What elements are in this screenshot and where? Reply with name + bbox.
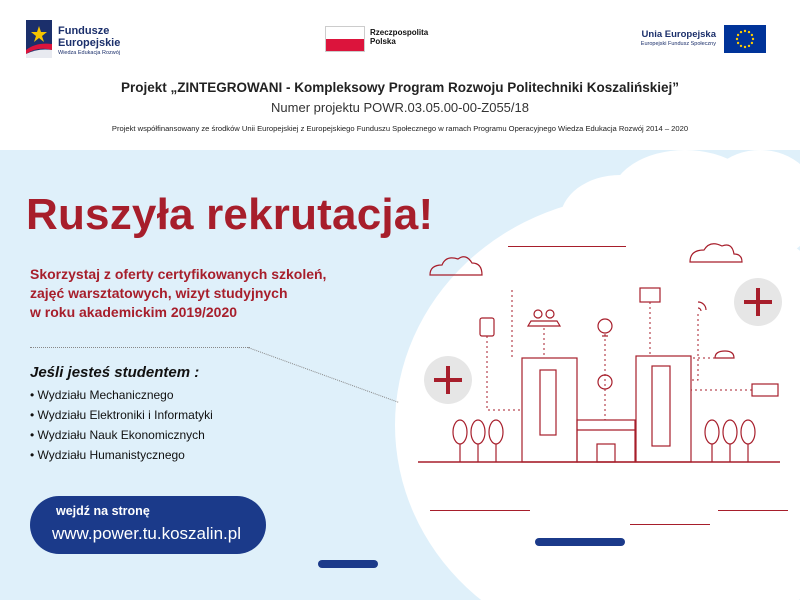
eu-flag-icon [724, 25, 766, 53]
offer-line: w roku akademickim 2019/2020 [30, 304, 238, 320]
eu-logo-text [641, 30, 716, 47]
funds-name-line2: Europejskie [58, 36, 121, 49]
poland-logo-text [370, 29, 428, 47]
headline: Ruszyła rekrutacja! [26, 190, 434, 239]
cofinancing-note: Projekt współfinansowany ze środków Unii Europejskiej z Europejskiego Funduszu Społecznego w ramach Programu Operacyjnego Wiedza Edukacja Rozwój 2014 – 2020 [111, 124, 689, 133]
offer-line: Skorzystaj z oferty certyfikowanych szkoleń, [30, 266, 327, 282]
faculty-item: • Wydziału Elektroniki i Informatyki [30, 405, 213, 425]
faculty-item: • Wydziału Humanistycznego [30, 445, 213, 465]
eu-star-icon [744, 46, 746, 48]
eu-star-icon [744, 30, 746, 32]
eu-star-icon [737, 34, 739, 36]
eu-star-icon [736, 38, 738, 40]
logos-bar [0, 0, 800, 72]
poland-line1: Rzeczpospolita [370, 28, 429, 37]
eu-star-icon [737, 42, 739, 44]
eu-star-icon [748, 31, 750, 33]
decor-line [430, 510, 530, 511]
eu-star-icon [752, 38, 754, 40]
project-header [0, 80, 800, 133]
cta-label: wejdź na stronę [56, 504, 150, 518]
funds-name-line1: Fundusze [58, 25, 110, 37]
project-title: Projekt „ZINTEGROWANI - Kompleksowy Program Rozwoju Politechniki Koszalińskiej” [120, 80, 680, 95]
eu-star-icon [748, 45, 750, 47]
eu-star-icon [751, 34, 753, 36]
poland-line2: Polska [370, 36, 396, 46]
eu-line2: Europejski Fundusz Społeczny [640, 40, 716, 47]
project-number: Numer projektu POWR.03.05.00-00-Z055/18 [271, 100, 529, 115]
decor-line [630, 524, 710, 525]
funds-program-name: Wiedza Edukacja Rozwój [58, 50, 121, 57]
eu-line1: Unia Europejska [641, 29, 716, 40]
eu-star-icon [740, 45, 742, 47]
students-title: Jeśli jesteś studentem : [30, 364, 200, 381]
decor-bar [535, 538, 625, 546]
decor-line [718, 510, 788, 511]
offer-line: zajęć warsztatowych, wizyt studyjnych [30, 285, 288, 301]
divider [30, 347, 250, 348]
eu-star-icon [740, 31, 742, 33]
website-link-button[interactable] [30, 496, 266, 554]
funds-logo-text [58, 26, 120, 57]
decor-bar [318, 560, 378, 568]
offer-text [30, 265, 326, 322]
students-section [30, 364, 213, 465]
eu-star-icon [751, 42, 753, 44]
website-url[interactable]: www.power.tu.koszalin.pl [52, 524, 241, 543]
poland-flag-icon [325, 26, 365, 52]
faculty-item: • Wydziału Mechanicznego [30, 385, 213, 405]
funds-logo-icon [26, 20, 52, 58]
faculty-item: • Wydziału Nauk Ekonomicznych [30, 425, 213, 445]
building-illustration [400, 230, 795, 470]
